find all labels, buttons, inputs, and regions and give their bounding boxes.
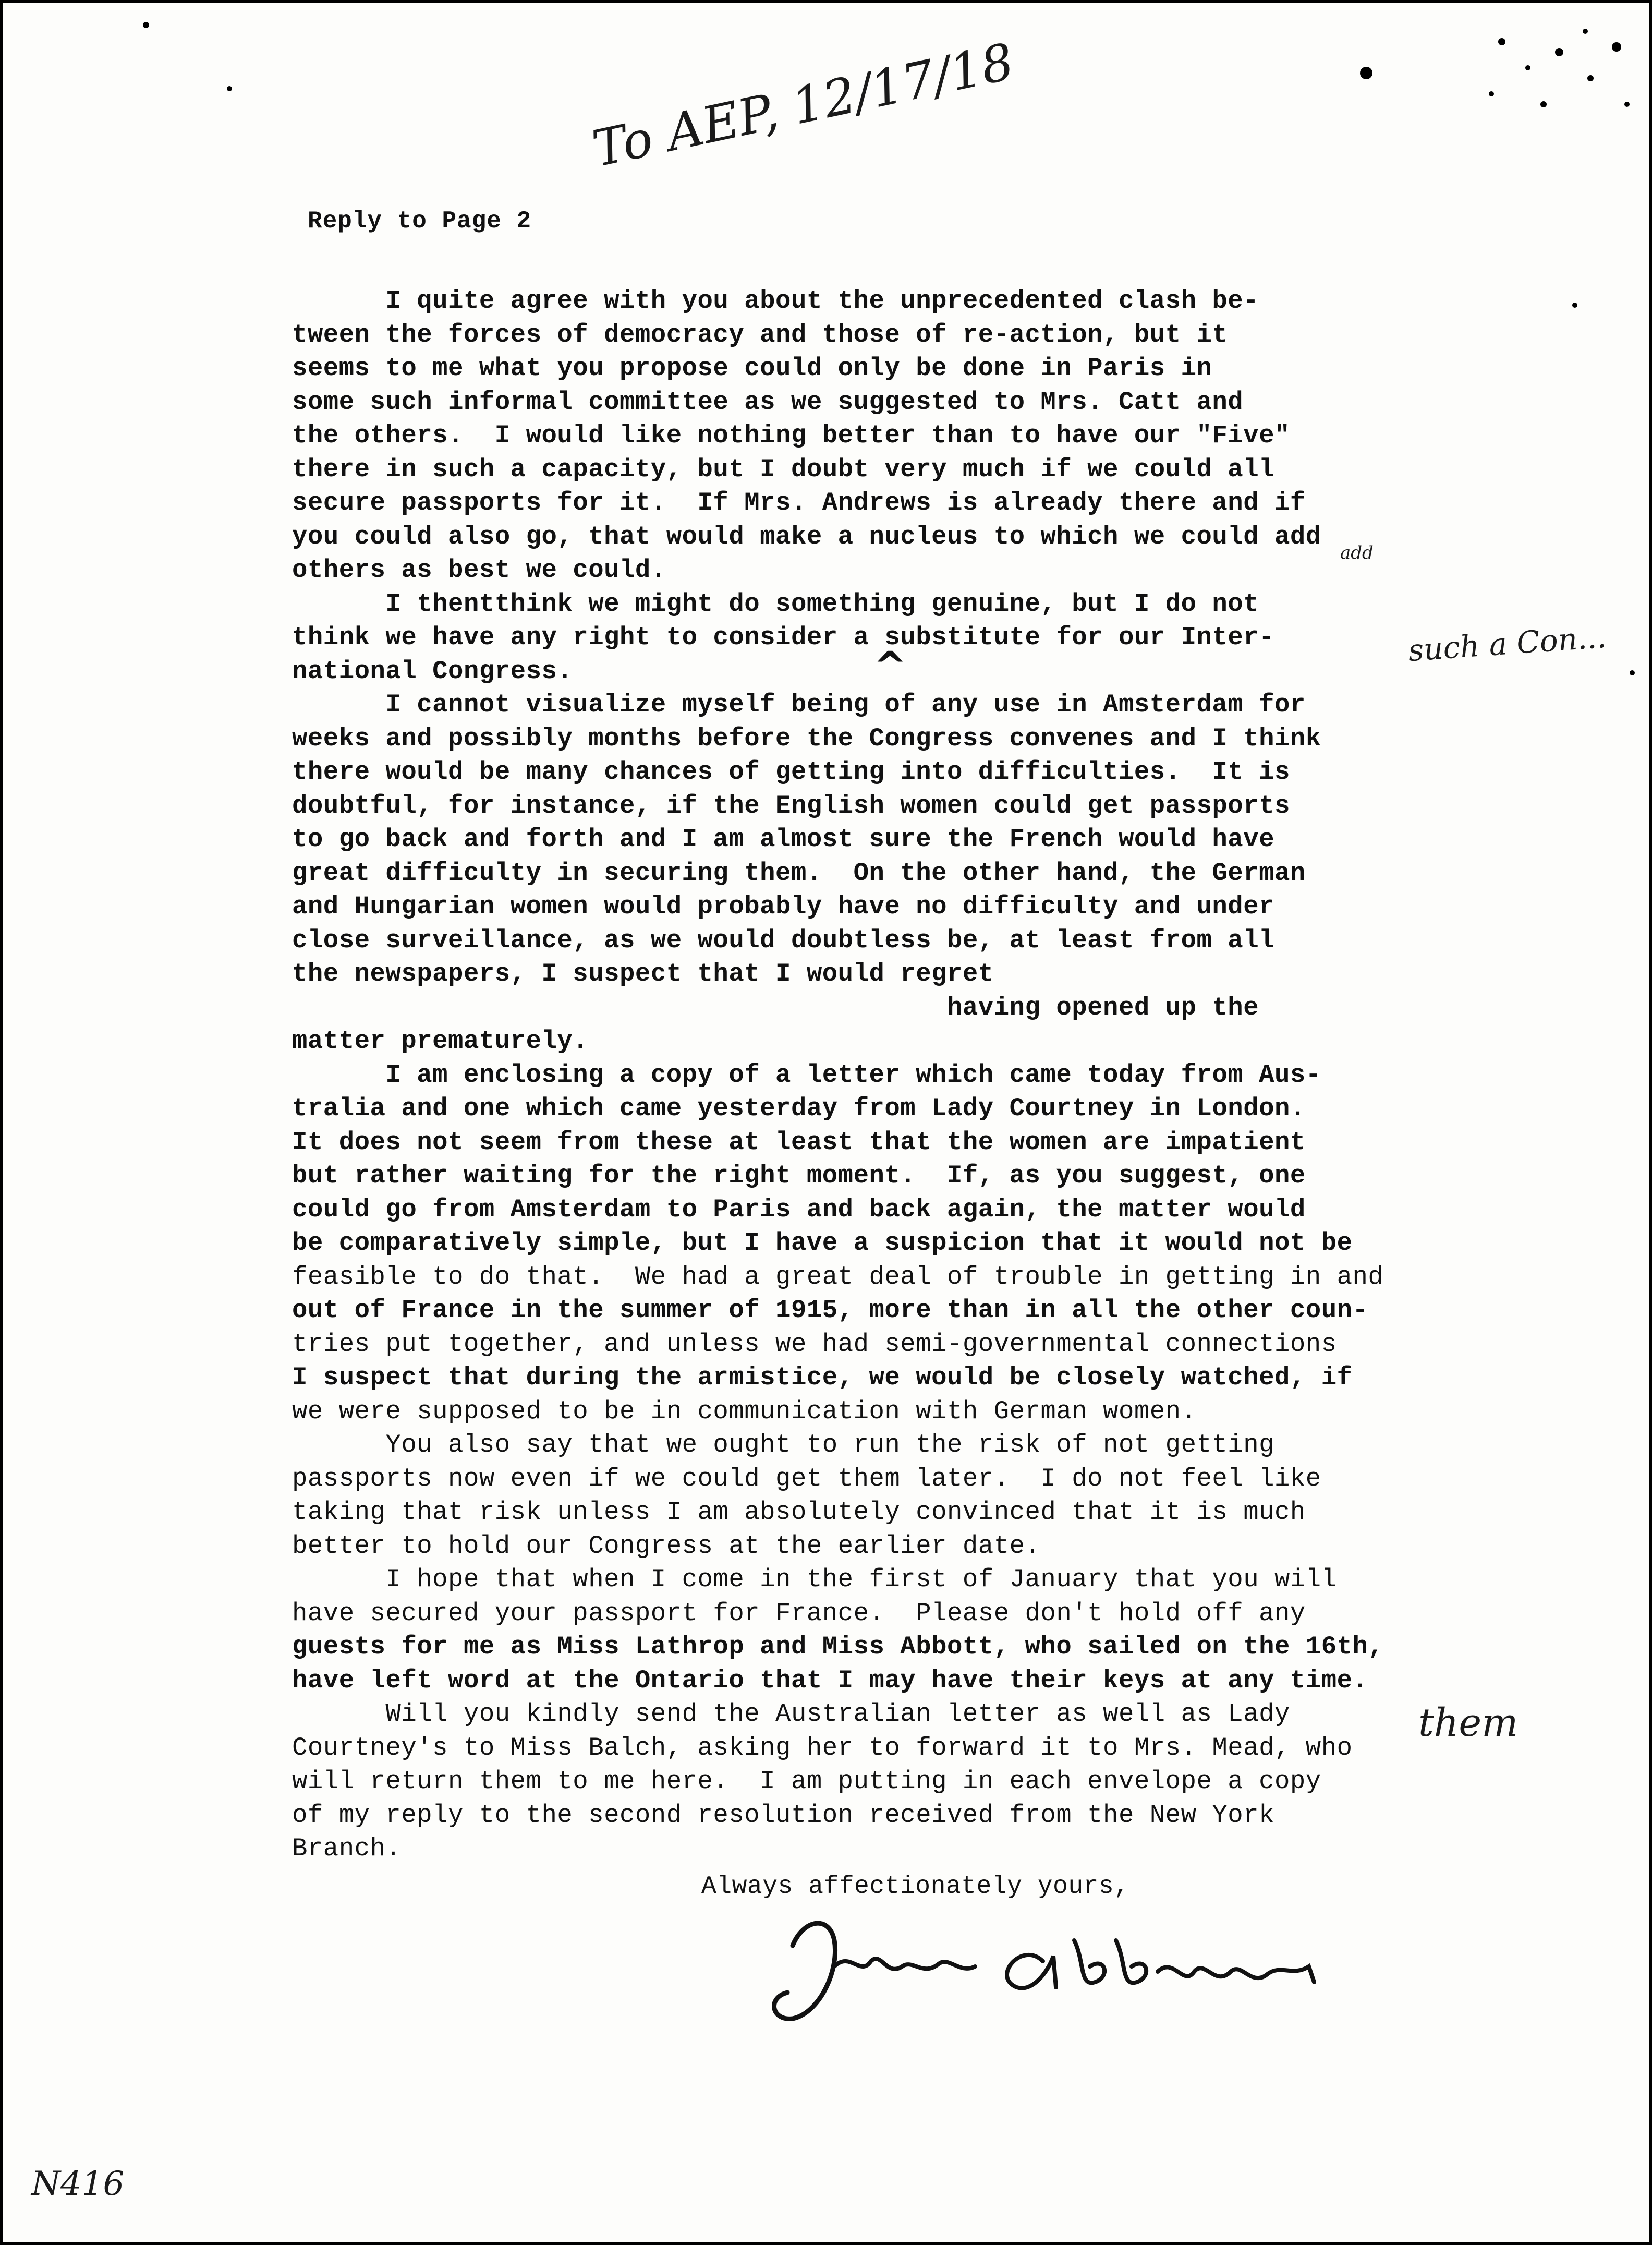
- body-line: great difficulty in securing them. On the other hand, the German: [292, 858, 1306, 888]
- body-line: have secured your passport for France. Please don't hold off any: [292, 1598, 1306, 1628]
- body-line: Courtney's to Miss Balch, asking her to forward it to Mrs. Mead, who: [292, 1733, 1353, 1763]
- body-line: matter prematurely.: [292, 1027, 589, 1056]
- body-line: of my reply to the second resolution received from the New York: [292, 1800, 1275, 1830]
- body-line: I thentthink we might do something genuine, but I do not: [292, 589, 1259, 619]
- body-line: secure passports for it. If Mrs. Andrews is already there and if: [292, 488, 1306, 517]
- body-line: the newspapers, I suspect that I would regret: [292, 959, 994, 988]
- handwritten-insert-add: add: [1340, 542, 1374, 563]
- body-line: you could also go, that would make a nucleus to which we could add: [292, 522, 1321, 551]
- body-line: I hope that when I come in the first of January that you will: [292, 1565, 1337, 1594]
- body-line: having opened up the: [292, 993, 1259, 1022]
- body-line: and Hungarian women would probably have no difficulty and under: [292, 892, 1275, 921]
- letter-heading: Reply to Page 2: [308, 208, 532, 235]
- body-line: I quite agree with you about the unprecedented clash be-: [292, 286, 1259, 316]
- letter-body: [292, 284, 1439, 1866]
- body-line: doubtful, for instance, if the English women could get passports: [292, 791, 1290, 820]
- body-line: national Congress.: [292, 656, 573, 686]
- body-line: It does not seem from these at least that the women are impatient: [292, 1127, 1306, 1157]
- body-line: there would be many chances of getting into difficulties. It is: [292, 757, 1290, 787]
- body-line: be comparatively simple, but I have a suspicion that it would not be: [292, 1228, 1353, 1258]
- body-line: guests for me as Miss Lathrop and Miss Abbott, who sailed on the 16th,: [292, 1632, 1384, 1661]
- body-line: better to hold our Congress at the earlier date.: [292, 1531, 1041, 1561]
- body-line: others as best we could.: [292, 556, 666, 585]
- body-line: we were supposed to be in communication with German women.: [292, 1396, 1197, 1426]
- body-line: think we have any right to consider a substitute for our Inter-: [292, 623, 1275, 652]
- handwritten-margin-insert: such a Con...: [1407, 619, 1608, 669]
- body-line: Branch.: [292, 1834, 402, 1863]
- body-line: there in such a capacity, but I doubt very much if we could all: [292, 454, 1275, 484]
- handwritten-note-top: To AEP, 12/17/18: [587, 32, 1019, 179]
- body-line: tralia and one which came yesterday from Lady Courtney in London.: [292, 1094, 1306, 1123]
- body-line: to go back and forth and I am almost sure the French would have: [292, 825, 1275, 854]
- body-line: have left word at the Ontario that I may have their keys at any time.: [292, 1665, 1368, 1695]
- body-line: taking that risk unless I am absolutely convinced that it is much: [292, 1498, 1306, 1527]
- body-line: I suspect that during the armistice, we would be closely watched, if: [292, 1363, 1353, 1392]
- body-line: weeks and possibly months before the Congress convenes and I think: [292, 723, 1321, 753]
- body-line: some such informal committee as we suggested to Mrs. Catt and: [292, 387, 1244, 417]
- body-line: feasible to do that. We had a great deal of trouble in getting in and: [292, 1262, 1384, 1292]
- body-line: passports now even if we could get them later. I do not feel like: [292, 1464, 1321, 1493]
- archive-number: N416: [31, 2165, 125, 2203]
- body-line: I cannot visualize myself being of any use in Amsterdam for: [292, 690, 1306, 719]
- body-line: Will you kindly send the Australian letter as well as Lady: [292, 1699, 1290, 1729]
- body-line: close surveillance, as we would doubtless be, at least from all: [292, 925, 1275, 955]
- closing-line: Always affectionately yours,: [701, 1873, 1129, 1901]
- body-line: could go from Amsterdam to Paris and back again, the matter would: [292, 1194, 1306, 1224]
- body-line: the others. I would like nothing better than to have our "Five": [292, 421, 1290, 450]
- body-line: out of France in the summer of 1915, more than in all the other coun-: [292, 1296, 1368, 1325]
- insertion-caret: ^: [873, 643, 907, 689]
- body-line: will return them to me here. I am putting in each envelope a copy: [292, 1767, 1321, 1796]
- handwritten-margin-them: them: [1418, 1700, 1519, 1745]
- handwritten-signature: [772, 1909, 1356, 2029]
- body-line: tween the forces of democracy and those of re-action, but it: [292, 320, 1228, 349]
- body-line: tries put together, and unless we had semi-governmental connections: [292, 1329, 1337, 1359]
- body-line: I am enclosing a copy of a letter which came today from Aus-: [292, 1060, 1321, 1090]
- body-line: but rather waiting for the right moment. If, as you suggest, one: [292, 1161, 1306, 1190]
- body-line: seems to me what you propose could only be done in Paris in: [292, 354, 1212, 383]
- body-line: You also say that we ought to run the risk of not getting: [292, 1430, 1275, 1459]
